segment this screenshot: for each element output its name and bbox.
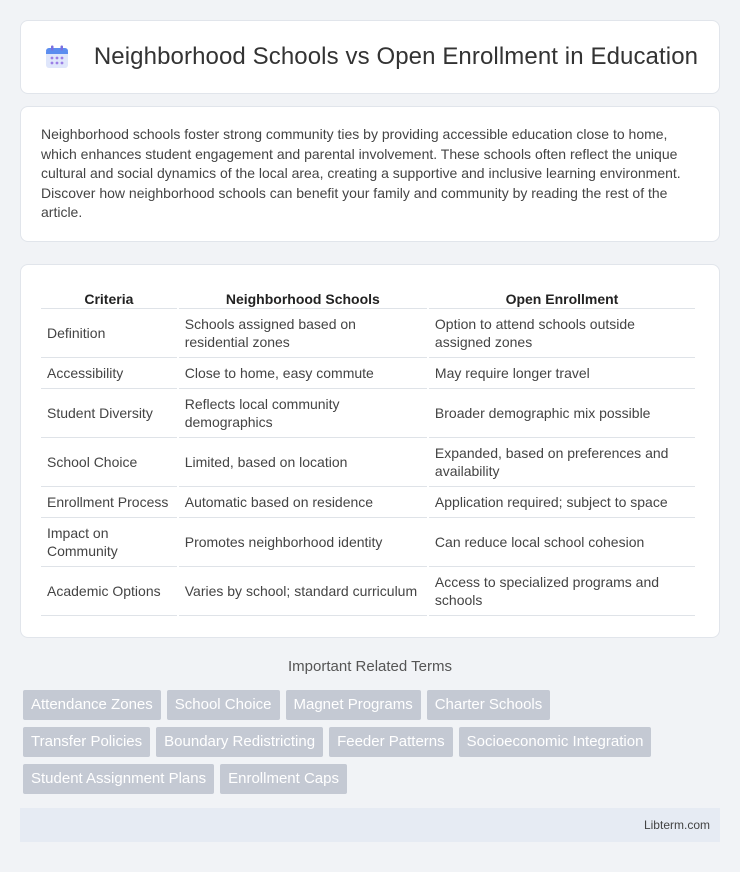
footer (20, 808, 720, 842)
neighborhood-cell: Automatic based on residence (179, 487, 427, 518)
term-tag-school-choice[interactable]: School Choice (167, 690, 280, 720)
criteria-cell: Accessibility (41, 358, 177, 389)
open-enrollment-cell: Can reduce local school cohesion (429, 518, 695, 567)
neighborhood-cell: Limited, based on location (179, 438, 427, 487)
intro-text: Neighborhood schools foster strong community ties by providing accessible education close to home, which enhances student engagement and parental involvement. These schools often reflect the unique cultural and social dynamics of the local area, creating a supportive and inclusive learning environment. Discover how neighborhood schools can benefit your family and community by reading the rest of the article. (41, 126, 681, 221)
open-enrollment-cell: Expanded, based on preferences and availability (429, 438, 695, 487)
intro-card (20, 106, 720, 242)
criteria-cell: School Choice (41, 438, 177, 487)
term-tag-charter-schools[interactable]: Charter Schools (427, 690, 551, 720)
related-terms-list (23, 690, 723, 801)
neighborhood-cell: Reflects local community demographics (179, 389, 427, 438)
criteria-cell: Student Diversity (41, 389, 177, 438)
open-enrollment-cell: Application required; subject to space (429, 487, 695, 518)
title-card (20, 20, 720, 94)
page-title: Neighborhood Schools vs Open Enrollment in Education (93, 43, 699, 70)
criteria-cell: Definition (41, 309, 177, 358)
neighborhood-cell: Promotes neighborhood identity (179, 518, 427, 567)
header-criteria: Criteria (41, 287, 177, 309)
criteria-cell: Academic Options (41, 567, 177, 616)
neighborhood-cell: Schools assigned based on residential zones (179, 309, 427, 358)
footer-site-link[interactable]: Libterm.com (643, 818, 710, 832)
term-tag-student-assignment-plans[interactable]: Student Assignment Plans (23, 764, 214, 794)
term-tag-socioeconomic-integration[interactable]: Socioeconomic Integration (459, 727, 652, 757)
open-enrollment-cell: Option to attend schools outside assigned zones (429, 309, 695, 358)
open-enrollment-cell: May require longer travel (429, 358, 695, 389)
term-tag-boundary-redistricting[interactable]: Boundary Redistricting (156, 727, 323, 757)
term-tag-transfer-policies[interactable]: Transfer Policies (23, 727, 150, 757)
criteria-cell: Impact on Community (41, 518, 177, 567)
comparison-table (39, 287, 697, 616)
calendar-icon (42, 42, 72, 72)
term-tag-feeder-patterns[interactable]: Feeder Patterns (329, 727, 453, 757)
related-terms-title: Important Related Terms (288, 658, 452, 675)
term-tag-enrollment-caps[interactable]: Enrollment Caps (220, 764, 347, 794)
table-row (41, 309, 695, 358)
neighborhood-cell: Varies by school; standard curriculum (179, 567, 427, 616)
header-open-enrollment: Open Enrollment (429, 287, 695, 309)
table-row (41, 567, 695, 616)
table-row (41, 487, 695, 518)
criteria-cell: Enrollment Process (41, 487, 177, 518)
term-tag-attendance-zones[interactable]: Attendance Zones (23, 690, 161, 720)
neighborhood-cell: Close to home, easy commute (179, 358, 427, 389)
table-header-row (41, 287, 695, 309)
table-row (41, 358, 695, 389)
table-row (41, 518, 695, 567)
table-row (41, 389, 695, 438)
table-row (41, 438, 695, 487)
open-enrollment-cell: Access to specialized programs and schools (429, 567, 695, 616)
header-neighborhood-schools: Neighborhood Schools (179, 287, 427, 309)
comparison-card (20, 264, 720, 638)
term-tag-magnet-programs[interactable]: Magnet Programs (286, 690, 421, 720)
open-enrollment-cell: Broader demographic mix possible (429, 389, 695, 438)
